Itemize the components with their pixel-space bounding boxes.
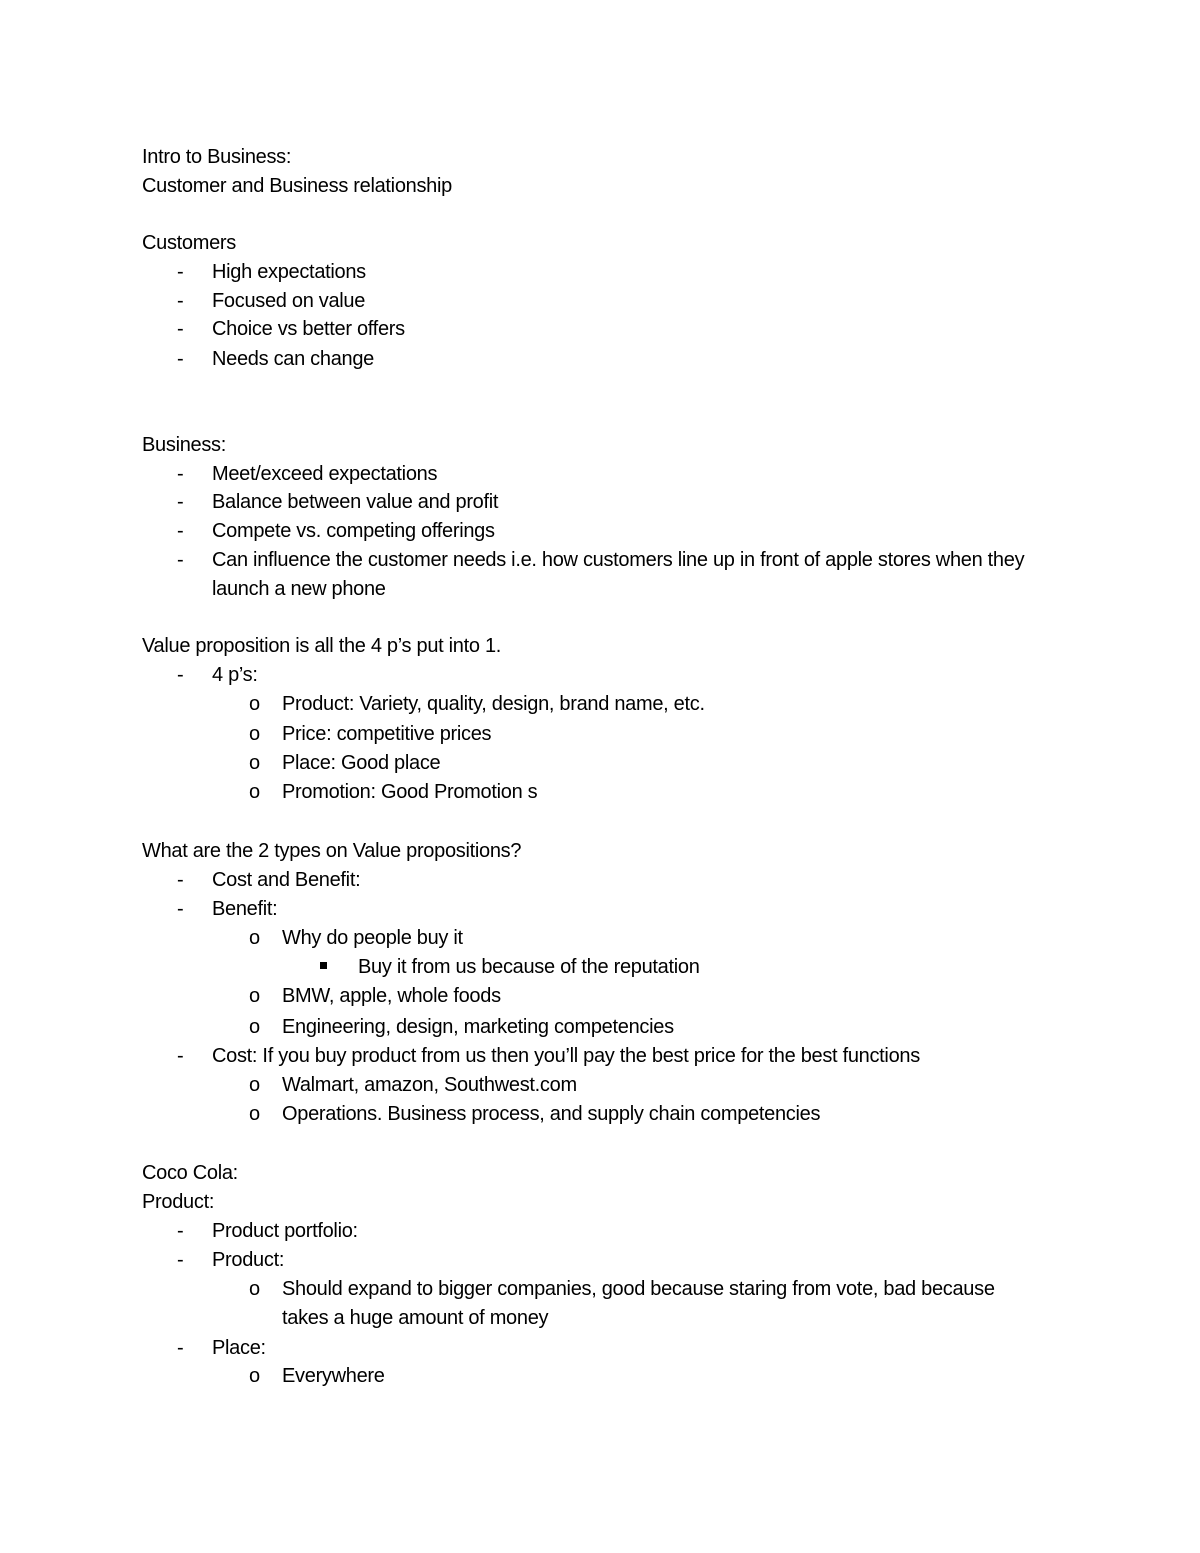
dash-marker: - [177,261,184,283]
dash-marker: - [177,549,184,571]
customers-item: Choice vs better offers [212,318,405,340]
types-question: What are the 2 types on Value propositions? [142,840,522,862]
circle-marker: o [249,1278,260,1300]
document-subtitle: Customer and Business relationship [142,175,452,197]
product-label: Product: [212,1249,285,1271]
place-note: Everywhere [282,1365,385,1387]
product-note: Should expand to bigger companies, good because staring from vote, bad because takes a huge amount of money [282,1278,995,1329]
cost-label: Cost: If you buy product from us then you’ll pay the best price for the best functions [212,1045,920,1067]
benefit-why: Why do people buy it [282,927,463,949]
circle-marker: o [249,1016,260,1038]
circle-marker: o [249,723,260,745]
dash-marker: - [177,520,184,542]
circle-marker: o [249,927,260,949]
business-item: Compete vs. competing offerings [212,520,495,542]
coke-heading: Coco Cola: [142,1162,238,1184]
customers-item: High expectations [212,261,366,283]
circle-marker: o [249,781,260,803]
place-label: Place: [212,1337,266,1359]
dash-marker: - [177,463,184,485]
circle-marker: o [249,1074,260,1096]
dash-marker: - [177,1045,184,1067]
dash-marker: - [177,318,184,340]
circle-marker: o [249,985,260,1007]
benefit-label: Benefit: [212,898,278,920]
document-title: Intro to Business: [142,146,292,168]
dash-marker: - [177,1249,184,1271]
dash-marker: - [177,664,184,686]
dash-marker: - [177,1337,184,1359]
circle-marker: o [249,752,260,774]
circle-marker: o [249,693,260,715]
circle-marker: o [249,1103,260,1125]
dash-marker: - [177,491,184,513]
dash-marker: - [177,869,184,891]
value-prop-intro: Value proposition is all the 4 p’s put into 1. [142,635,502,657]
four-ps-item: Promotion: Good Promotion s [282,781,538,803]
business-item: Balance between value and profit [212,491,499,513]
four-ps-item: Product: Variety, quality, design, brand name, etc. [282,693,705,715]
business-heading: Business: [142,434,227,456]
benefit-examples: BMW, apple, whole foods [282,985,501,1007]
customers-item: Needs can change [212,348,374,370]
dash-marker: - [177,348,184,370]
cost-examples: Walmart, amazon, Southwest.com [282,1074,577,1096]
business-item: Can influence the customer needs i.e. how customers line up in front of apple stores when they launch a new phone [212,549,1025,600]
product-portfolio: Product portfolio: [212,1220,358,1242]
cost-competencies: Operations. Business process, and supply chain competencies [282,1103,821,1125]
customers-heading: Customers [142,232,236,254]
dash-marker: - [177,290,184,312]
dash-marker: - [177,898,184,920]
square-bullet [320,962,327,969]
four-ps-item: Price: competitive prices [282,723,492,745]
four-ps-item: Place: Good place [282,752,441,774]
benefit-reason: Buy it from us because of the reputation [358,956,700,978]
four-ps-label: 4 p’s: [212,664,258,686]
customers-item: Focused on value [212,290,366,312]
business-item: Meet/exceed expectations [212,463,438,485]
cost-and-benefit: Cost and Benefit: [212,869,361,891]
circle-marker: o [249,1365,260,1387]
benefit-competencies: Engineering, design, marketing competencies [282,1016,674,1038]
dash-marker: - [177,1220,184,1242]
coke-product-heading: Product: [142,1191,215,1213]
